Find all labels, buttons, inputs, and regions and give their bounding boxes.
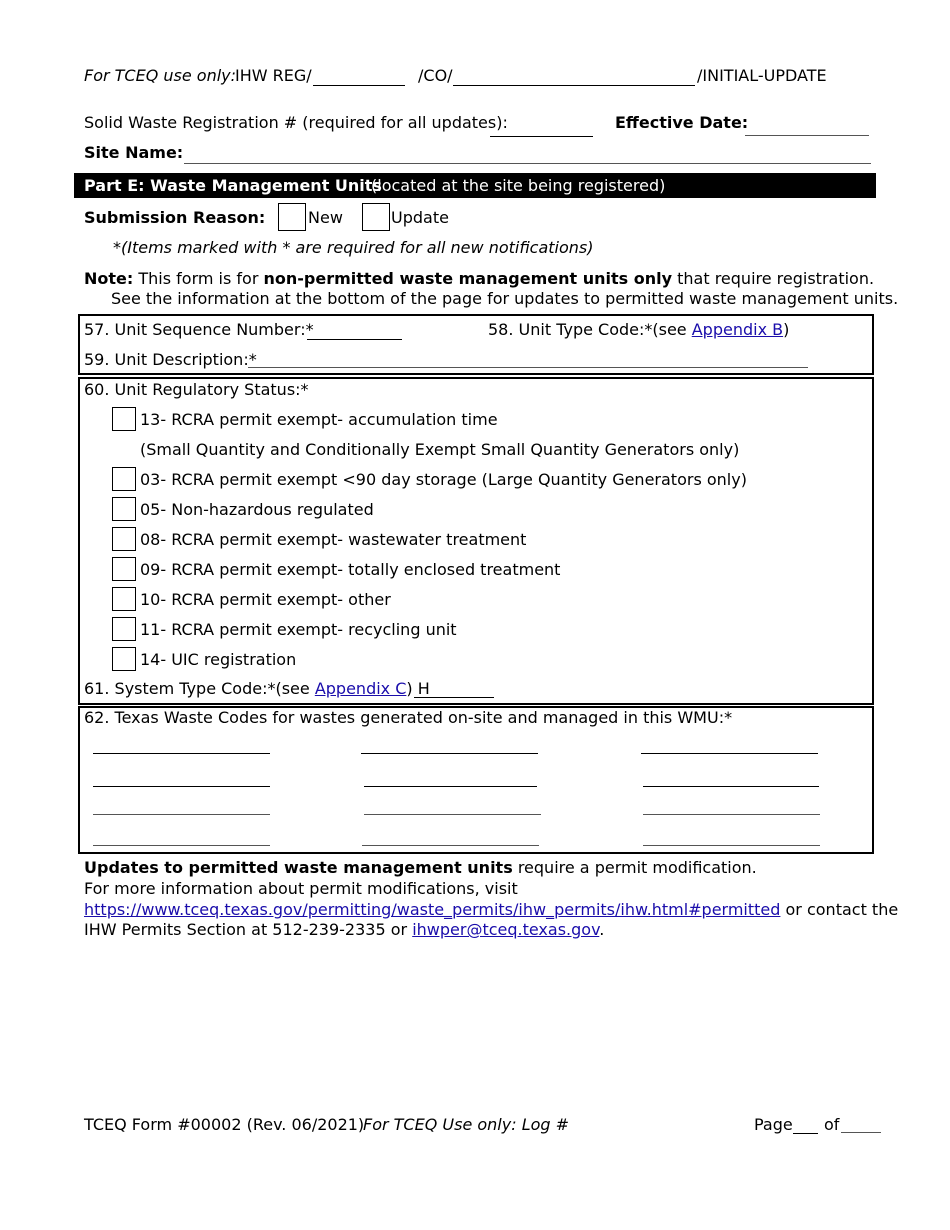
permitted-units-bold: Updates to permitted waste management units bbox=[84, 858, 513, 877]
page-label: Page bbox=[754, 1115, 793, 1134]
site-name-field[interactable] bbox=[184, 163, 871, 164]
unit-sequence-label: 57. Unit Sequence Number:* bbox=[84, 320, 314, 339]
unit-sequence-field[interactable] bbox=[307, 339, 402, 340]
system-type-code bbox=[84, 679, 430, 698]
waste-codes-box bbox=[78, 706, 874, 854]
status-08-label: 08- RCRA permit exempt- wastewater treatment bbox=[140, 530, 527, 549]
status-09-label: 09- RCRA permit exempt- totally enclosed treatment bbox=[140, 560, 561, 579]
unit-type-label: 58. Unit Type Code:*(see bbox=[488, 320, 687, 339]
unit-type-code bbox=[488, 320, 789, 339]
page-total-field[interactable] bbox=[841, 1132, 881, 1133]
page-number-field[interactable] bbox=[793, 1133, 818, 1134]
log-label: For TCEQ Use only: Log # bbox=[363, 1115, 570, 1134]
email-link[interactable]: ihwper@tceq.texas.gov bbox=[412, 920, 600, 939]
url-line bbox=[84, 900, 898, 919]
contact-line bbox=[84, 920, 604, 939]
contact-text: or contact the bbox=[785, 900, 899, 919]
status-03-checkbox[interactable] bbox=[112, 467, 136, 491]
appendix-b-link[interactable]: Appendix B bbox=[691, 320, 784, 339]
waste-code-field[interactable] bbox=[364, 814, 541, 815]
waste-code-field[interactable] bbox=[364, 786, 537, 787]
waste-code-field[interactable] bbox=[643, 845, 820, 846]
update-label: Update bbox=[391, 208, 449, 227]
co-field[interactable] bbox=[453, 85, 695, 86]
initial-update-label: /INITIAL-UPDATE bbox=[697, 66, 827, 85]
waste-codes-label: 62. Texas Waste Codes for wastes generated on-site and managed in this WMU:* bbox=[84, 708, 733, 727]
status-10-checkbox[interactable] bbox=[112, 587, 136, 611]
status-10-label: 10- RCRA permit exempt- other bbox=[140, 590, 391, 609]
status-13-note: (Small Quantity and Conditionally Exempt Small Quantity Generators only) bbox=[140, 440, 740, 459]
status-14-checkbox[interactable] bbox=[112, 647, 136, 671]
note-label: Note: bbox=[84, 269, 134, 288]
sw-registration-label: Solid Waste Registration # (required for all updates): bbox=[84, 113, 508, 132]
effective-date-field[interactable] bbox=[745, 135, 869, 136]
new-checkbox[interactable] bbox=[278, 203, 306, 231]
part-e-subtitle: (located at the site being registered) bbox=[371, 176, 666, 195]
permitted-units-rest: require a permit modification. bbox=[517, 858, 757, 877]
status-11-checkbox[interactable] bbox=[112, 617, 136, 641]
note-text-2: that require registration. bbox=[677, 269, 875, 288]
status-03-label: 03- RCRA permit exempt <90 day storage (Large Quantity Generators only) bbox=[140, 470, 747, 489]
ihw-reg-field[interactable] bbox=[313, 85, 405, 86]
part-e-banner bbox=[74, 173, 876, 198]
unit-type-close: ) bbox=[783, 320, 790, 339]
note-text-1: This form is for bbox=[138, 269, 259, 288]
site-name-label: Site Name: bbox=[84, 143, 184, 162]
system-type-label: 61. System Type Code:*(see bbox=[84, 679, 310, 698]
unit-description-label: 59. Unit Description:* bbox=[84, 350, 257, 369]
waste-code-field[interactable] bbox=[93, 845, 270, 846]
note-bold-text: non-permitted waste management units only bbox=[263, 269, 673, 288]
waste-code-field[interactable] bbox=[643, 786, 819, 787]
note-line-2: See the information at the bottom of the page for updates to permitted waste management units. bbox=[111, 289, 899, 308]
waste-code-field[interactable] bbox=[643, 814, 820, 815]
co-label: /CO/ bbox=[418, 66, 453, 85]
unit-description-field[interactable] bbox=[248, 367, 808, 368]
note-line-1 bbox=[84, 269, 874, 288]
status-14-label: 14- UIC registration bbox=[140, 650, 297, 669]
system-type-close: ) H bbox=[406, 679, 430, 698]
status-09-checkbox[interactable] bbox=[112, 557, 136, 581]
required-note: *(Items marked with * are required for all new notifications) bbox=[113, 238, 594, 257]
regulatory-status-label: 60. Unit Regulatory Status:* bbox=[84, 380, 309, 399]
status-05-label: 05- Non-hazardous regulated bbox=[140, 500, 374, 519]
waste-code-field[interactable] bbox=[641, 753, 818, 754]
submission-reason-label: Submission Reason: bbox=[84, 208, 266, 227]
permit-url-link[interactable]: https://www.tceq.texas.gov/permitting/waste_permits/ihw_permits/ihw.html#permitted bbox=[84, 900, 781, 919]
tceq-use-label: For TCEQ use only: bbox=[84, 66, 237, 85]
effective-date-label: Effective Date: bbox=[615, 113, 749, 132]
contact-period: . bbox=[599, 920, 605, 939]
system-type-field[interactable] bbox=[414, 697, 494, 698]
update-checkbox[interactable] bbox=[362, 203, 390, 231]
sw-registration-field[interactable] bbox=[490, 136, 593, 137]
of-label: of bbox=[824, 1115, 840, 1134]
status-05-checkbox[interactable] bbox=[112, 497, 136, 521]
part-e-title: Part E: Waste Management Units bbox=[84, 176, 382, 195]
form-number: TCEQ Form #00002 (Rev. 06/2021) bbox=[84, 1115, 365, 1134]
permits-section-text: IHW Permits Section at 512-239-2335 or bbox=[84, 920, 408, 939]
status-13-checkbox[interactable] bbox=[112, 407, 136, 431]
waste-code-field[interactable] bbox=[93, 814, 270, 815]
status-11-label: 11- RCRA permit exempt- recycling unit bbox=[140, 620, 457, 639]
appendix-c-link[interactable]: Appendix C bbox=[314, 679, 407, 698]
waste-code-field[interactable] bbox=[361, 753, 538, 754]
more-info-line: For more information about permit modifications, visit bbox=[84, 879, 518, 898]
waste-code-field[interactable] bbox=[93, 753, 270, 754]
status-13-label: 13- RCRA permit exempt- accumulation time bbox=[140, 410, 498, 429]
permitted-units-line bbox=[84, 858, 757, 877]
new-label: New bbox=[308, 208, 343, 227]
waste-code-field[interactable] bbox=[362, 845, 539, 846]
waste-code-field[interactable] bbox=[93, 786, 270, 787]
ihw-reg-label: IHW REG/ bbox=[235, 66, 312, 85]
status-08-checkbox[interactable] bbox=[112, 527, 136, 551]
